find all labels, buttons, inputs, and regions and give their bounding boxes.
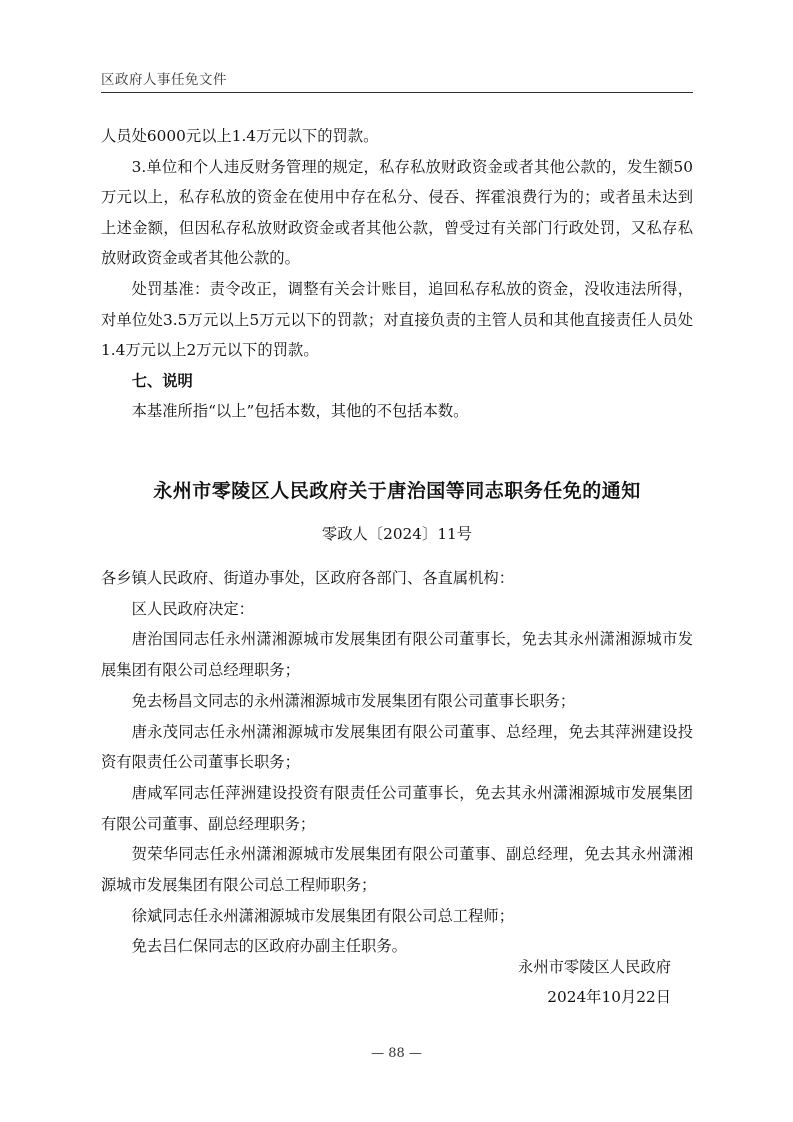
notice-body <box>101 563 693 962</box>
paragraph: 人员处6000元以上1.4万元以下的罚款。 <box>101 127 379 145</box>
decision-intro: 区人民政府决定： <box>131 599 254 618</box>
notice-title: 永州市零陵区人民政府关于唐治国等同志职务任免的通知 <box>153 480 641 502</box>
section-heading: 七、说明 <box>131 371 193 390</box>
signature-date: 2024年10月22日 <box>547 988 671 1006</box>
recipients: 各乡镇人民政府、街道办事处，区政府各部门、各直属机构： <box>101 569 515 587</box>
previous-section <box>101 121 693 427</box>
list-item: 唐治国同志任永州潇湘源城市发展集团有限公司董事长，免去其永州潇湘源城市发展集团有限公司总经理职务； <box>101 630 693 680</box>
list-item: 免去杨昌文同志的永州潇湘源城市发展集团有限公司董事长职务； <box>131 691 576 710</box>
list-item: 唐永茂同志任永州潇湘源城市发展集团有限公司董事、总经理，免去其萍洲建设投资有限责任公司董事长职务； <box>101 722 693 772</box>
paragraph: 处罚基准：责令改正，调整有关会计账目，追回私存私放的资金，没收违法所得，对单位处3.5万元以上5万元以下的罚款；对直接负责的主管人员和其他直接责任人员处1.4万元以上2万元以下的罚款。 <box>101 279 693 360</box>
document-number: 零政人〔2024〕11号 <box>321 525 473 543</box>
running-header-title: 区政府人事任免文件 <box>101 72 227 88</box>
running-header <box>101 68 693 93</box>
list-item: 徐斌同志任永州潇湘源城市发展集团有限公司总工程师； <box>131 906 515 925</box>
paragraph: 3.单位和个人违反财务管理的规定，私存私放财政资金或者其他公款的，发生额50万元以上，私存私放的资金在使用中存在私分、侵吞、挥霍浪费行为的；或者虽未达到上述金额，但因私存私放财政资金或者其他公款，曾受过有关部门行政处罚，又私存私放财政资金或者其他公款的。 <box>101 157 693 268</box>
list-item: 免去吕仁保同志的区政府办副主任职务。 <box>131 937 407 956</box>
page-number: — 88 — <box>371 1046 422 1061</box>
list-item: 唐咸军同志任萍洲建设投资有限责任公司董事长，免去其永州潇湘源城市发展集团有限公司董事、副总经理职务； <box>101 783 693 833</box>
signature-organization: 永州市零陵区人民政府 <box>518 958 671 976</box>
paragraph: 本基准所指“以上”包括本数，其他的不包括本数。 <box>131 402 469 421</box>
list-item: 贺荣华同志任永州潇湘源城市发展集团有限公司董事、副总经理，免去其永州潇湘源城市发展集团有限公司总工程师职务； <box>101 845 693 895</box>
